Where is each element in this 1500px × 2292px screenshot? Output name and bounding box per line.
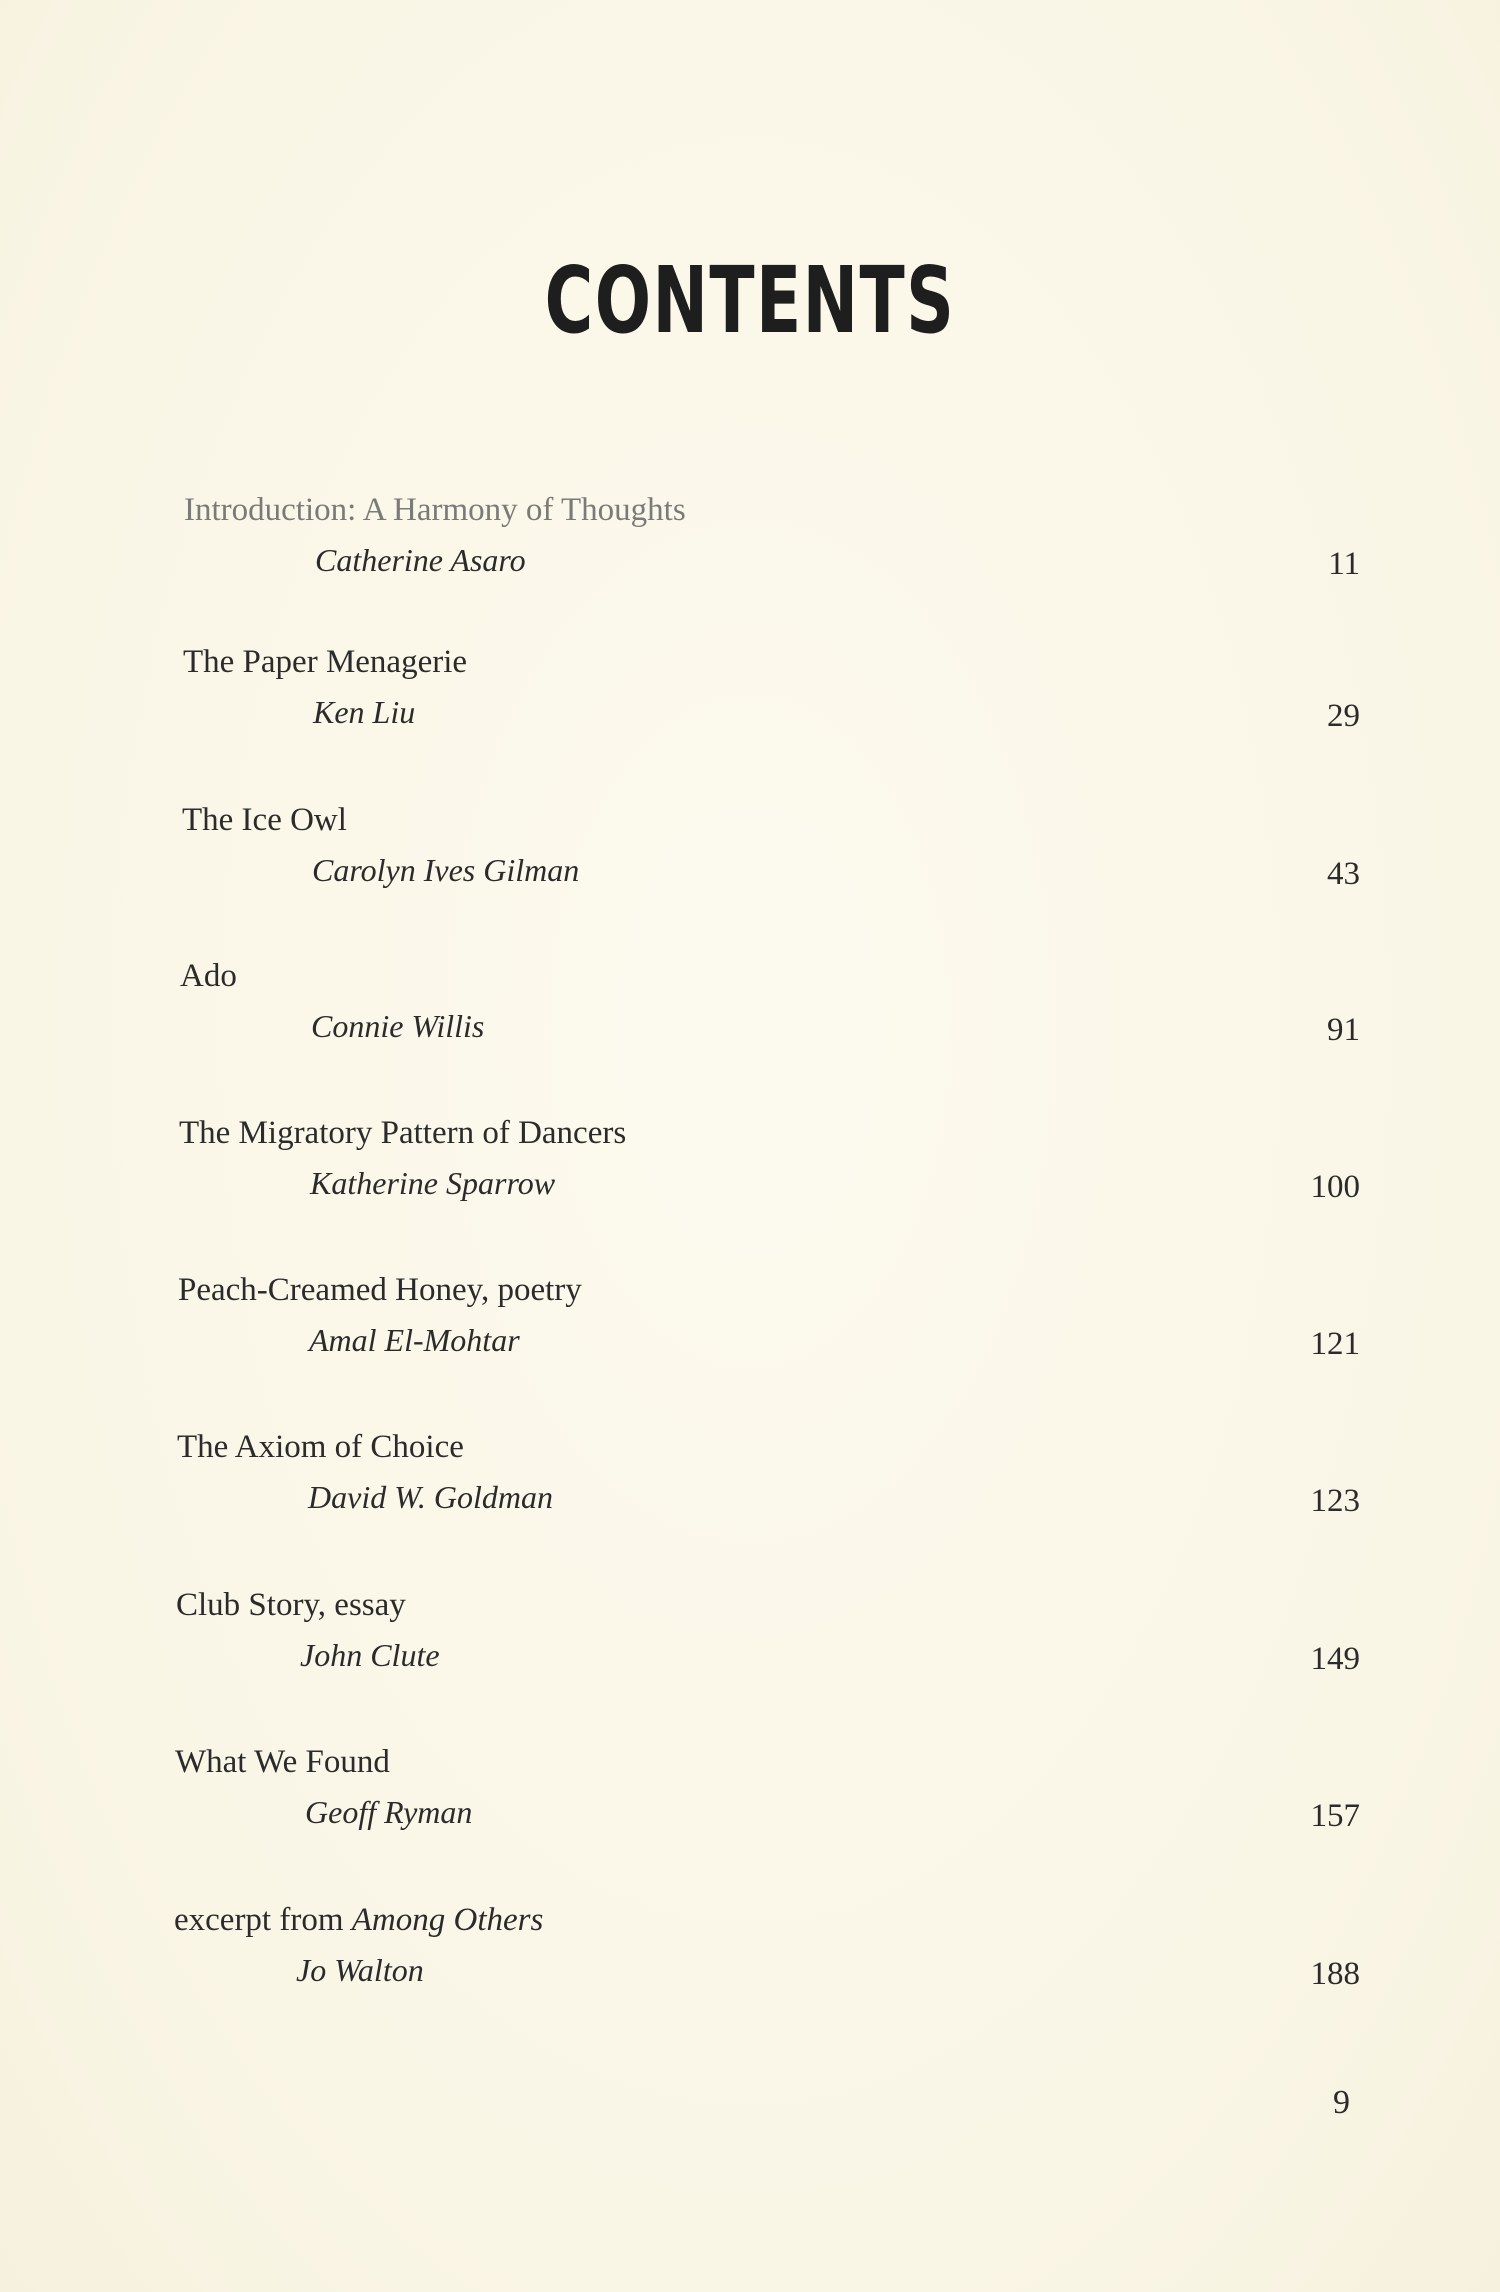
entry-page-number: 29 [1327,698,1360,734]
entry-author: Carolyn Ives Gilman [312,852,580,888]
entry-author: Geoff Ryman [305,1794,473,1830]
entry-author: Connie Willis [311,1008,485,1044]
entry-title: Introduction: A Harmony of Thoughts [184,492,686,528]
entry-title: The Paper Menagerie [183,644,468,680]
entry-author: Ken Liu [313,694,416,730]
entry-page-number: 11 [1328,546,1360,582]
entry-page-number: 149 [1310,1641,1360,1677]
toc-entry [0,1742,1500,1862]
entry-title: Ado [180,958,237,994]
folio-page-number: 9 [1333,2084,1350,2121]
entry-author: Amal El-Mohtar [309,1322,520,1358]
toc-entry [0,490,1500,610]
entry-author: Catherine Asaro [315,542,526,578]
toc-entry [0,1427,1500,1547]
entry-page-number: 121 [1310,1326,1360,1362]
entry-title: The Migratory Pattern of Dancers [179,1115,627,1151]
toc-entry [0,1113,1500,1233]
entry-page-number: 91 [1327,1012,1360,1048]
entry-title-italic: Among Others [351,1902,544,1938]
entry-title: The Axiom of Choice [177,1429,464,1465]
entry-title: Club Story, essay [176,1587,406,1623]
entry-title-prefix: excerpt from [174,1902,344,1938]
entry-title [174,1900,543,1940]
page-title: CONTENTS [544,247,956,354]
entry-author: Jo Walton [296,1952,424,1988]
toc-entry [0,642,1500,762]
entry-author: John Clute [300,1637,440,1673]
entry-title: The Ice Owl [182,802,347,838]
toc-entry [0,956,1500,1076]
entry-page-number: 43 [1327,856,1360,892]
entry-page-number: 123 [1310,1483,1360,1519]
entry-page-number: 188 [1310,1956,1360,1992]
entry-title: What We Found [175,1744,390,1780]
entry-page-number: 157 [1310,1798,1360,1834]
toc-entry [0,1585,1500,1705]
toc-entry [0,1900,1500,2020]
entry-author: David W. Goldman [308,1479,554,1515]
entry-author: Katherine Sparrow [310,1165,556,1201]
toc-entry [0,800,1500,920]
entry-title: Peach-Creamed Honey, poetry [178,1272,582,1308]
toc-entry [0,1270,1500,1390]
entry-page-number: 100 [1310,1169,1360,1205]
